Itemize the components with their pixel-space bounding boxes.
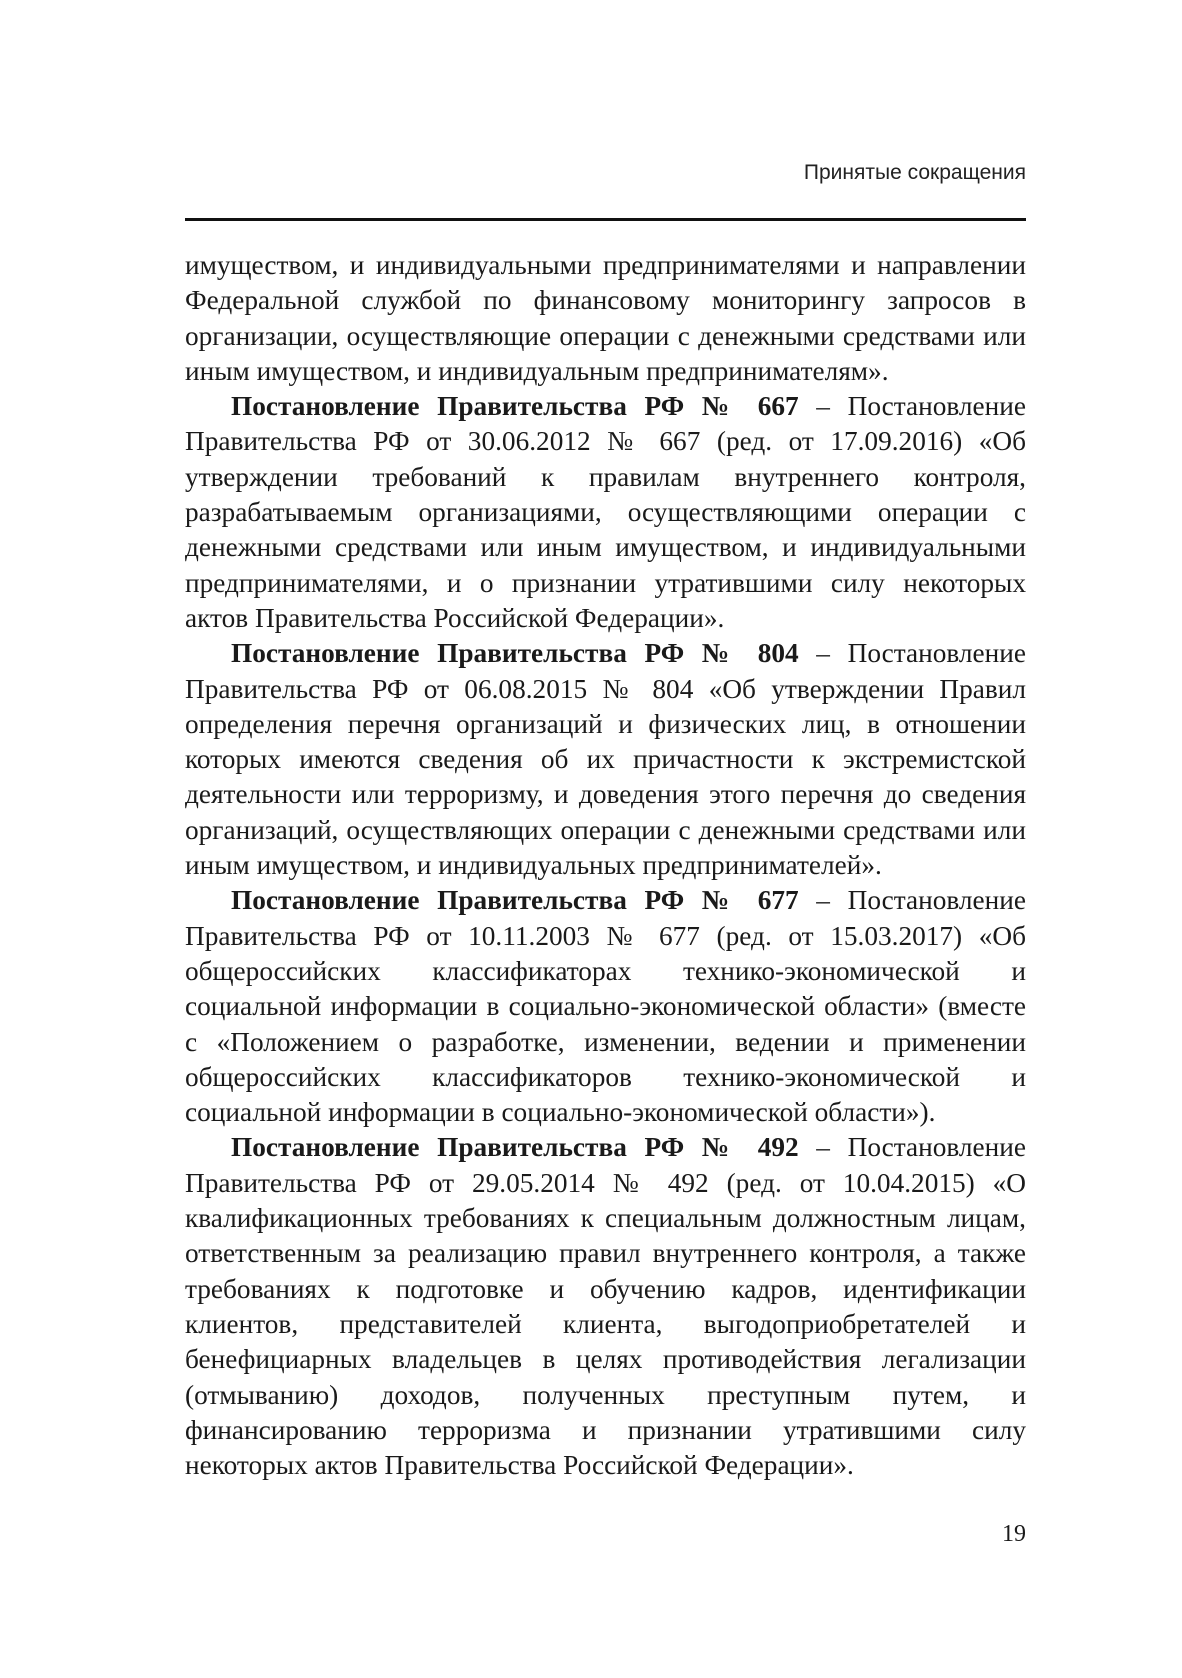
paragraph-term: Постановление Правительства РФ № 492 <box>231 1132 799 1163</box>
paragraph-text: – Постановление Правительства РФ от 29.05.2014 № 492 (ред. от 10.04.2015) «О квалификационных требованиях к специальным должностным лицам, ответственным за реализацию правил внутреннего контроля, а также требованиях к подготовке и обучению кадров, идентификации клиентов, представителей клиента, выгодоприобретателей и бенефициарных владельцев в целях противодействия легализации (отмыванию) доходов, полученных преступным путем, и финансированию терроризма и признании утратившими силу некоторых актов Правительства Российской Федерации». <box>185 1132 1026 1481</box>
paragraph-decree-492 <box>185 1130 1026 1483</box>
paragraph-term: Постановление Правительства РФ № 804 <box>231 638 799 669</box>
paragraph-decree-677 <box>185 883 1026 1130</box>
paragraph-term: Постановление Правительства РФ № 667 <box>231 391 799 422</box>
paragraph-decree-804 <box>185 636 1026 883</box>
paragraph-text: – Постановление Правительства РФ от 06.08.2015 № 804 «Об утверждении Правил определения перечня организаций и физических лиц, в отношении которых имеются сведения об их причастности к экстремистской деятельности или терроризму, и доведения этого перечня до сведения организаций, осуществляющих операции с денежными средствами или иным имуществом, и индивидуальных предпринимателей». <box>185 638 1026 881</box>
paragraph-text: имуществом, и индивидуальными предпринимателями и направлении Федеральной службой по финансовому мониторингу запросов в организации, осуществляющие операции с денежными средствами или иным имуществом, и индивидуальным предпринимателям». <box>185 250 1026 386</box>
paragraph-text: – Постановление Правительства РФ от 10.11.2003 № 677 (ред. от 15.03.2017) «Об общероссийских классификаторах технико-экономической и социальной информации в социально-экономической области» (вместе с «Положением о разработке, изменении, ведении и применении общероссийских классификаторов технико-экономической и социальной информации в социально-экономической области»). <box>185 885 1026 1128</box>
paragraph-decree-667 <box>185 389 1026 636</box>
page-header <box>185 160 1026 190</box>
header-rule <box>185 218 1026 221</box>
paragraph-term: Постановление Правительства РФ № 677 <box>231 885 799 916</box>
running-head: Принятые сокращения <box>803 161 1026 184</box>
paragraph-continuation <box>185 248 1026 389</box>
body-text <box>185 248 1026 1483</box>
paragraph-text: – Постановление Правительства РФ от 30.06.2012 № 667 (ред. от 17.09.2016) «Об утверждении требований к правилам внутреннего контроля, разрабатываемым организациями, осуществляющими операции с денежными средствами или иным имуществом, и индивидуальными предпринимателями, и о признании утратившими силу некоторых актов Правительства Российской Федерации». <box>185 391 1026 633</box>
page-number: 19 <box>1002 1521 1026 1547</box>
